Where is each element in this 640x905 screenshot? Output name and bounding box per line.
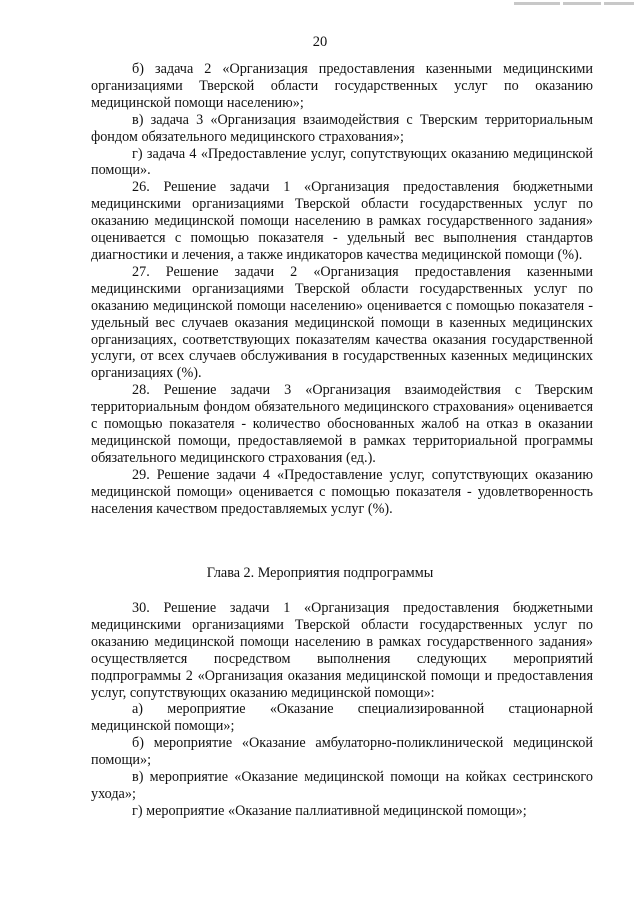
scan-mark-bar xyxy=(563,2,601,5)
list-item-g: г) мероприятие «Оказание паллиативной медицинской помощи»; xyxy=(132,802,527,819)
list-item-a: а) мероприятие «Оказание специализированной стационарной медицинской помощи»; xyxy=(91,701,593,735)
paragraph-27: 27. Решение задачи 2 «Организация предоставления казенными медицинскими организациями Тверской области государственных услуг по оказанию медицинской помощи населению» оценивается с помощью показателя - удельный вес случаев оказания медицинской помощи в казенных медицинских организациях, соответствующих показателям качества оказания государственной услуги, от всех случаев обслуживания в государственных казенных медицинских организациях (%). xyxy=(91,263,593,382)
paragraph-29: 29. Решение задачи 4 «Предоставление услуг, сопутствующих оказанию медицинской помощи» оценивается с помощью показателя - удовлетворенность населения качеством предоставляемых услуг (%). xyxy=(91,466,593,517)
body-text-bottom xyxy=(91,600,593,820)
list-item-b: б) мероприятие «Оказание амбулаторно-поликлинической медицинской помощи»; xyxy=(91,735,593,769)
list-item-v: в) мероприятие «Оказание медицинской помощи на койках сестринского ухода»; xyxy=(91,769,593,802)
paragraph-26: 26. Решение задачи 1 «Организация предоставления бюджетными медицинскими организациями Тверской области государственных услуг по оказанию медицинской помощи населению в рамках государственного задания» оценивается с помощью показателя - удельный вес выполнения стандартов диагностики и лечения, а также индикаторов качества медицинской помощи (%). xyxy=(91,179,593,263)
scan-mark-bar xyxy=(514,2,560,5)
paragraph-28: 28. Решение задачи 3 «Организация взаимодействия с Тверским территориальным фондом обязательного медицинского страхования» оценивается с помощью показателя - количество обоснованных жалоб на отказ в оказании медицинской помощи, предоставляемой в рамках территориальной программы обязательного медицинского страхования (ед.). xyxy=(91,382,593,466)
paragraph-task-3: в) задача 3 «Организация взаимодействия с Тверским территориальным фондом обязательного медицинского страхования»; xyxy=(91,111,593,145)
page-number: 20 xyxy=(312,34,328,50)
paragraph-30: 30. Решение задачи 1 «Организация предоставления бюджетными медицинскими организациями Тверской области государственных услуг по оказанию медицинской помощи населению в рамках государственного задания» осуществляется посредством выполнения следующих мероприятий подпрограммы 2 «Организация оказания медицинской помощи и предоставления услуг, сопутствующих оказанию медицинской помощи»: xyxy=(91,600,593,701)
paragraph-task-2: б) задача 2 «Организация предоставления казенными медицинскими организациями Тверской области государственных услуг по оказанию медицинской помощи населению»; xyxy=(91,61,593,111)
scan-mark xyxy=(514,2,634,5)
body-text-top xyxy=(91,61,593,517)
chapter-heading: Глава 2. Мероприятия подпрограммы xyxy=(206,565,434,581)
paragraph-task-4: г) задача 4 «Предоставление услуг, сопутствующих оказанию медицинской помощи». xyxy=(91,145,593,179)
scan-mark-bar xyxy=(604,2,634,5)
